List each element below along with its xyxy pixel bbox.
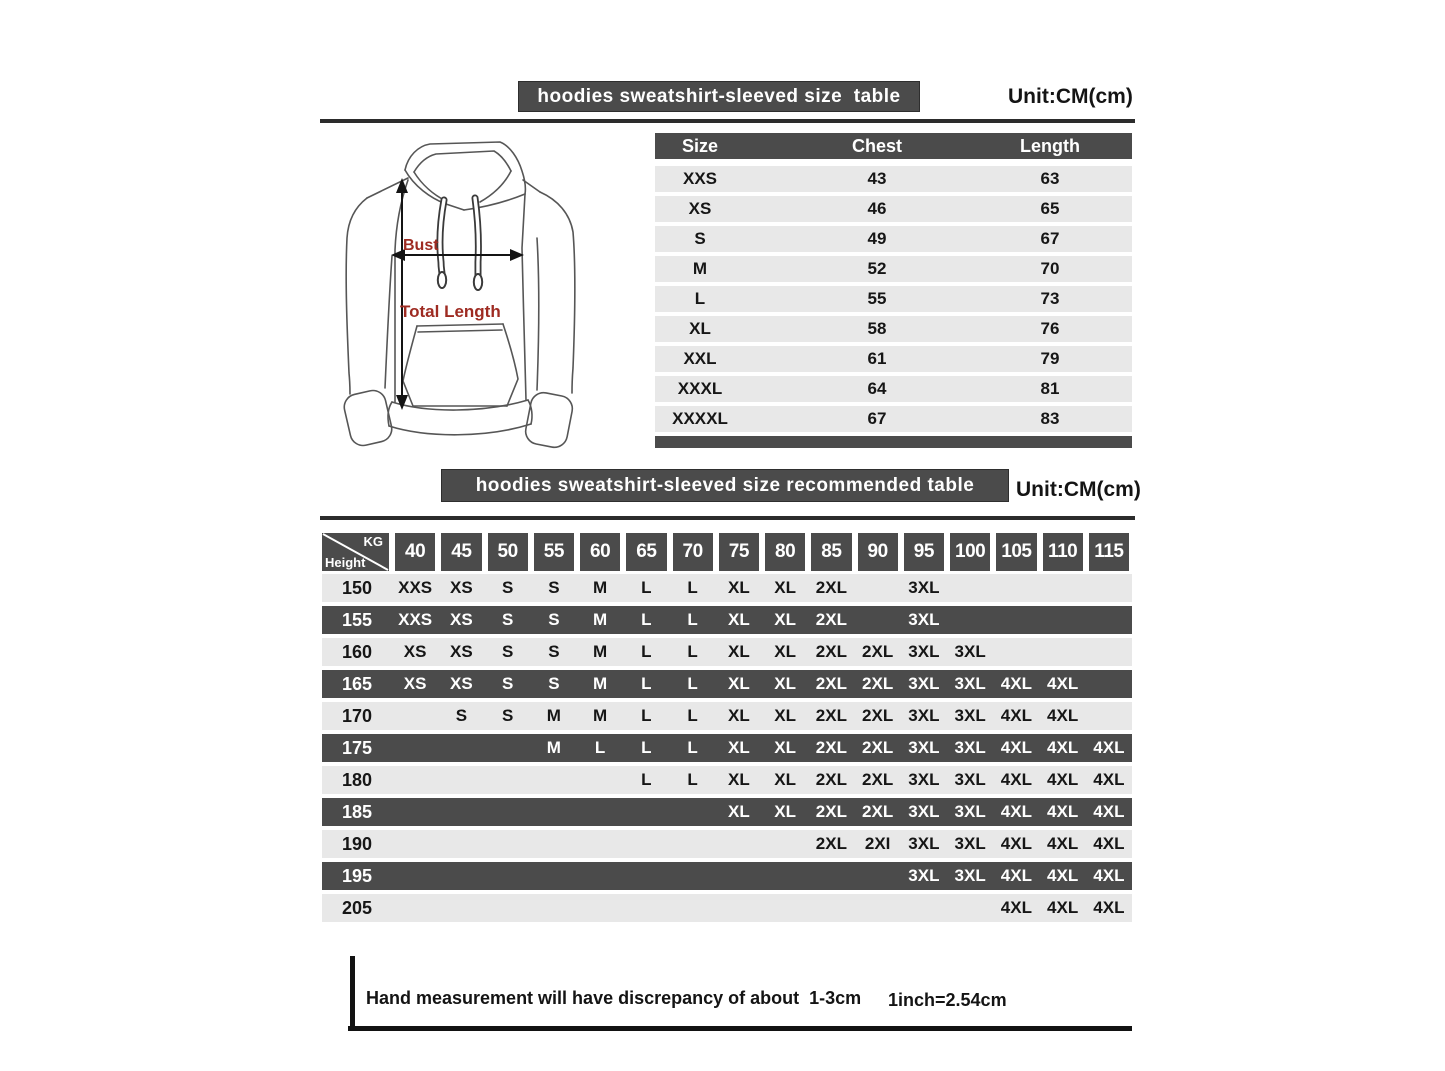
- matrix-cell: M: [546, 738, 561, 757]
- matrix-cell: S: [501, 578, 514, 597]
- matrix-cell: XL: [728, 578, 750, 597]
- footer-horizontal-line: [348, 1026, 1132, 1031]
- weight-column-header: 45: [441, 533, 481, 571]
- matrix-cell: M: [593, 706, 608, 725]
- matrix-cell: L: [641, 578, 652, 597]
- matrix-cell: 2XI: [864, 834, 891, 853]
- matrix-cell: 4XL: [1000, 738, 1032, 757]
- size-table-row: [655, 196, 1132, 222]
- matrix-cell: M: [593, 642, 608, 661]
- matrix-cell: S: [501, 610, 514, 629]
- matrix-cell: XL: [728, 674, 750, 693]
- size-table-row: [655, 286, 1132, 312]
- matrix-cell: 4XL: [1000, 834, 1032, 853]
- size-table-cell: M: [692, 259, 708, 278]
- size-table-cell: XS: [688, 199, 712, 218]
- matrix-cell: L: [687, 578, 698, 597]
- matrix-cell: 3XL: [954, 738, 986, 757]
- size-table-cell: 58: [867, 319, 887, 338]
- size-table-cell: XXXXL: [672, 409, 728, 428]
- size-table-cell: 76: [1040, 319, 1060, 338]
- matrix-cell: XS: [403, 642, 427, 661]
- matrix-cell: S: [548, 578, 560, 597]
- matrix-cell: 4XL: [1000, 866, 1032, 885]
- weight-column-header: 100: [950, 533, 990, 571]
- matrix-cell: XL: [728, 642, 750, 661]
- matrix-cell: 4XL: [1093, 802, 1125, 821]
- corner-height-label: Height: [325, 555, 366, 570]
- size-table-row: [655, 346, 1132, 372]
- matrix-row: [322, 830, 1132, 858]
- height-label: 150: [341, 578, 373, 598]
- height-label: 170: [341, 706, 373, 726]
- matrix-cell: 3XL: [908, 802, 940, 821]
- matrix-cell: M: [593, 610, 608, 629]
- size-table-cell: 49: [867, 229, 887, 248]
- matrix-cell: L: [641, 706, 652, 725]
- unit-label-top: Unit:CM(cm): [1008, 85, 1133, 108]
- height-label: 190: [341, 834, 373, 854]
- matrix-row: [322, 702, 1132, 730]
- matrix-cell: 4XL: [1047, 834, 1079, 853]
- measurement-note: Hand measurement will have discrepancy of about 1-3cm: [366, 988, 862, 1008]
- matrix-cell: 4XL: [1047, 866, 1079, 885]
- size-table-cell: XXS: [682, 169, 718, 188]
- size-table-cell: 64: [867, 379, 887, 398]
- matrix-cell: XL: [774, 802, 796, 821]
- matrix-cell: XL: [774, 674, 796, 693]
- matrix-cell: 3XL: [954, 834, 986, 853]
- matrix-cell: 2XL: [862, 770, 894, 789]
- matrix-row: [322, 862, 1132, 890]
- matrix-cell: 4XL: [1093, 770, 1125, 789]
- matrix-cell: 4XL: [1047, 770, 1079, 789]
- matrix-cell: 3XL: [908, 610, 940, 629]
- matrix-cell: M: [593, 674, 608, 693]
- matrix-cell: XXS: [398, 610, 433, 629]
- matrix-cell: 2XL: [862, 802, 894, 821]
- height-label: 185: [341, 802, 373, 822]
- matrix-cell: 4XL: [1047, 674, 1079, 693]
- matrix-cell: XL: [774, 706, 796, 725]
- matrix-cell: 4XL: [1047, 802, 1079, 821]
- matrix-cell: 2XL: [862, 642, 894, 661]
- matrix-row: [322, 766, 1132, 794]
- divider-rule-top: [320, 119, 1135, 123]
- matrix-cell: 4XL: [1000, 802, 1032, 821]
- size-table-cell: 70: [1040, 259, 1060, 278]
- size-table-row: [655, 226, 1132, 252]
- matrix-cell: 3XL: [954, 642, 986, 661]
- size-table-title: hoodies sweatshirt-sleeved size table: [518, 81, 920, 112]
- size-table-row: [655, 376, 1132, 402]
- matrix-cell: L: [594, 738, 606, 757]
- size-table-cell: 63: [1040, 169, 1060, 188]
- matrix-cell: 4XL: [1047, 706, 1079, 725]
- matrix-cell: S: [548, 610, 560, 629]
- matrix-row: [322, 606, 1132, 634]
- matrix-cell: XL: [774, 578, 796, 597]
- matrix-rows: [322, 574, 1132, 922]
- weight-column-header: 55: [534, 533, 574, 571]
- matrix-cell: S: [548, 642, 560, 661]
- hoodie-measurement-diagram: [332, 138, 642, 460]
- size-table-cell: 67: [867, 409, 887, 428]
- matrix-cell: 3XL: [908, 674, 940, 693]
- matrix-cell: 2XL: [815, 674, 847, 693]
- matrix-cell: 2XL: [815, 738, 847, 757]
- size-table-cell: 55: [867, 289, 887, 308]
- matrix-cell: 4XL: [1000, 674, 1032, 693]
- matrix-header: [322, 533, 1132, 571]
- weight-column-header: 90: [858, 533, 898, 571]
- matrix-corner-cell: [322, 533, 389, 571]
- footer-vertical-line: [350, 956, 355, 1030]
- matrix-cell: 3XL: [908, 642, 940, 661]
- matrix-cell: L: [687, 770, 698, 789]
- matrix-cell: XL: [774, 770, 796, 789]
- matrix-cell: 4XL: [1093, 866, 1125, 885]
- size-table-cell: 83: [1040, 409, 1060, 428]
- column-header-length: Length: [1020, 136, 1080, 156]
- size-table: [655, 133, 1132, 448]
- matrix-cell: 2XL: [815, 706, 847, 725]
- matrix-cell: 3XL: [908, 738, 940, 757]
- size-table-cell: 52: [867, 259, 887, 278]
- size-table-cell: XXL: [683, 349, 717, 368]
- weight-column-header: 50: [488, 533, 528, 571]
- size-table-cell: XL: [689, 319, 711, 338]
- weight-column-header: 75: [719, 533, 759, 571]
- unit-label-bottom: Unit:CM(cm): [1016, 478, 1141, 501]
- matrix-cell: XS: [450, 642, 473, 661]
- matrix-row: [322, 734, 1132, 762]
- matrix-cell: M: [546, 706, 561, 725]
- inch-conversion-note: 1inch=2.54cm: [888, 990, 1007, 1010]
- matrix-cell: L: [641, 738, 652, 757]
- matrix-cell: L: [641, 674, 652, 693]
- size-table-bottom-bar: [655, 436, 1132, 448]
- matrix-cell: L: [687, 642, 698, 661]
- matrix-cell: 3XL: [908, 834, 940, 853]
- size-table-cell: 61: [867, 349, 887, 368]
- matrix-cell: 2XL: [862, 738, 894, 757]
- weight-column-header: 60: [580, 533, 620, 571]
- recommended-size-matrix: [322, 533, 1132, 926]
- matrix-cell: 2XL: [815, 610, 847, 629]
- matrix-cell: XS: [450, 578, 473, 597]
- size-table-rows: [655, 166, 1132, 432]
- weight-column-header: 85: [811, 533, 851, 571]
- size-table-cell: 46: [867, 199, 887, 218]
- weight-column-header: 40: [395, 533, 435, 571]
- matrix-cell: 2XL: [815, 642, 847, 661]
- corner-kg-label: KG: [363, 534, 383, 549]
- matrix-cell: 3XL: [908, 578, 940, 597]
- matrix-cell: XL: [774, 610, 796, 629]
- matrix-row: [322, 670, 1132, 698]
- matrix-cell: XL: [728, 770, 750, 789]
- matrix-cell: 3XL: [954, 802, 986, 821]
- size-table-header: [655, 133, 1132, 159]
- size-table-cell: S: [694, 229, 706, 248]
- matrix-cell: 4XL: [1000, 706, 1032, 725]
- matrix-cell: 2XL: [862, 706, 894, 725]
- matrix-cell: M: [593, 578, 608, 597]
- matrix-cell: 4XL: [1047, 738, 1079, 757]
- matrix-cell: 3XL: [954, 866, 986, 885]
- height-label: 160: [341, 642, 373, 662]
- matrix-cell: XL: [728, 738, 750, 757]
- size-table-cell: 43: [867, 169, 887, 188]
- matrix-cell: 2XL: [815, 802, 847, 821]
- size-table-row: [655, 166, 1132, 192]
- weight-column-header: 115: [1089, 533, 1129, 571]
- size-table-cell: 65: [1040, 199, 1060, 218]
- matrix-cell: XL: [774, 642, 796, 661]
- size-table-cell: L: [694, 289, 706, 308]
- weight-column-header: 110: [1043, 533, 1083, 571]
- matrix-cell: L: [641, 642, 652, 661]
- matrix-cell: XL: [728, 706, 750, 725]
- matrix-cell: 4XL: [1000, 898, 1032, 917]
- matrix-cell: 3XL: [954, 674, 986, 693]
- size-table-cell: 67: [1040, 229, 1060, 248]
- matrix-cell: XS: [450, 674, 473, 693]
- matrix-cell: XL: [774, 738, 796, 757]
- matrix-row: [322, 574, 1132, 602]
- matrix-cell: 3XL: [954, 706, 986, 725]
- matrix-cell: S: [548, 674, 560, 693]
- divider-rule-bottom: [320, 516, 1135, 520]
- matrix-cell: 4XL: [1000, 770, 1032, 789]
- drawstrings: [438, 198, 482, 290]
- size-table-row: [655, 256, 1132, 282]
- matrix-cell: L: [687, 610, 698, 629]
- height-label: 155: [341, 610, 373, 630]
- matrix-cell: S: [501, 706, 514, 725]
- matrix-cell: 4XL: [1093, 834, 1125, 853]
- matrix-row: [322, 638, 1132, 666]
- height-label: 195: [341, 866, 373, 886]
- weight-column-header: 65: [626, 533, 666, 571]
- total-length-label: Total Length: [400, 302, 501, 321]
- matrix-cell: 4XL: [1093, 898, 1125, 917]
- matrix-cell: L: [687, 706, 698, 725]
- matrix-cell: XL: [728, 610, 750, 629]
- size-table-cell: 79: [1040, 349, 1060, 368]
- matrix-cell: L: [687, 738, 698, 757]
- total-length-arrow: [396, 178, 408, 410]
- matrix-cell: XXS: [398, 578, 433, 597]
- matrix-cell: S: [501, 674, 514, 693]
- height-label: 165: [341, 674, 373, 694]
- matrix-cell: 4XL: [1093, 738, 1125, 757]
- matrix-cell: XS: [450, 610, 473, 629]
- weight-column-header: 105: [996, 533, 1036, 571]
- matrix-cell: S: [501, 642, 514, 661]
- matrix-cell: XL: [728, 802, 750, 821]
- hoodie-outline: [342, 142, 575, 450]
- size-table-cell: 81: [1040, 379, 1060, 398]
- matrix-cell: 2XL: [815, 770, 847, 789]
- matrix-cell: 2XL: [815, 834, 847, 853]
- matrix-cell: 4XL: [1047, 898, 1079, 917]
- matrix-cell: 3XL: [954, 770, 986, 789]
- matrix-cell: XS: [403, 674, 427, 693]
- matrix-cell: 2XL: [862, 674, 894, 693]
- bust-label: Bust: [403, 237, 439, 254]
- matrix-cell: L: [641, 610, 652, 629]
- weight-column-header: 95: [904, 533, 944, 571]
- matrix-row: [322, 798, 1132, 826]
- column-header-chest: Chest: [851, 136, 903, 156]
- size-table-row: [655, 406, 1132, 432]
- matrix-cell: L: [687, 674, 698, 693]
- matrix-cell: S: [455, 706, 468, 725]
- matrix-cell: 3XL: [908, 770, 940, 789]
- size-table-cell: XXXL: [677, 379, 723, 398]
- size-table-cell: 73: [1040, 289, 1060, 308]
- weight-column-header: 80: [765, 533, 805, 571]
- matrix-row: [322, 894, 1132, 922]
- matrix-cell: 3XL: [908, 706, 940, 725]
- matrix-cell: 2XL: [815, 578, 847, 597]
- height-label: 175: [341, 738, 373, 758]
- height-label: 180: [341, 770, 373, 790]
- weight-column-header: 70: [673, 533, 713, 571]
- height-label: 205: [341, 898, 373, 918]
- column-header-size: Size: [681, 136, 719, 156]
- matrix-cell: 3XL: [908, 866, 940, 885]
- matrix-cell: L: [641, 770, 652, 789]
- recommended-table-title: hoodies sweatshirt-sleeved size recommended table: [441, 469, 1009, 502]
- size-table-row: [655, 316, 1132, 342]
